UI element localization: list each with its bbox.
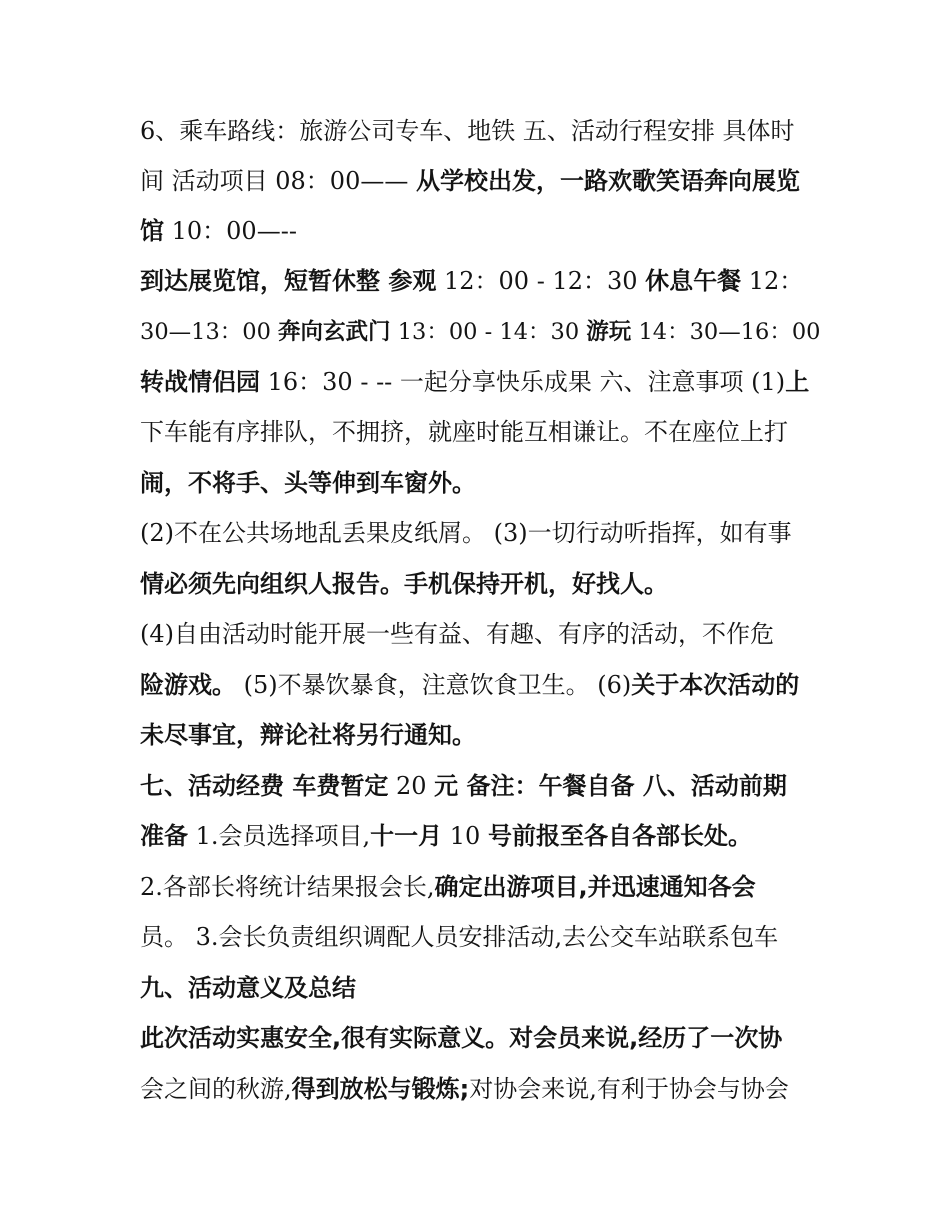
text-run: 14：30—16：00: [631, 319, 821, 345]
text-run-bold: 休息午餐: [645, 267, 742, 295]
text-line: [140, 366, 830, 398]
text-run: 10: [442, 822, 488, 850]
text-run: 12：: [741, 267, 804, 295]
text-run: 30—13：00: [140, 319, 279, 345]
text-line: [140, 1073, 830, 1105]
text-line: [140, 215, 830, 247]
text-run: 1.会员选择项目,: [188, 822, 371, 850]
text-run-bold: 情必须先向组织人报告。手机保持开机，好找人。: [140, 570, 668, 598]
text-run-bold: 险游戏。: [140, 671, 236, 699]
text-run: 会之间的秋游,: [140, 1075, 292, 1103]
text-run-bold: 游玩: [586, 319, 632, 345]
text-run-bold: 馆: [140, 217, 164, 245]
text-run-bold: 从学校出发，一路欢歌笑语奔向展览: [415, 167, 800, 195]
text-run-bold: 此次活动实惠安全,很有实际意义。对会员来说,经历了一次协: [140, 1024, 783, 1052]
text-run-bold: 得到放松与锻炼;: [291, 1075, 470, 1103]
text-run-bold: 转战情侣园: [140, 368, 260, 396]
text-run-bold: 九、活动意义及总结: [140, 974, 356, 1002]
text-run: (5)不暴饮暴食，注意饮食卫生。 (6): [236, 671, 632, 699]
text-run: 下车能有序排队，不拥挤，就座时能互相谦让。不在座位上打: [140, 418, 788, 446]
text-line: [140, 467, 830, 499]
text-run-bold: 确定出游项目,并迅速通知各会: [434, 873, 756, 901]
text-run-bold: 元 备注：午餐自备 八、活动前期: [434, 772, 787, 800]
text-run: 间 活动项目 08：00——: [140, 167, 416, 195]
text-run: 2.各部长将统计结果报会长,: [140, 873, 435, 901]
text-line: [140, 618, 830, 650]
text-run: 对协会来说,有利于协会与协会: [469, 1075, 789, 1103]
text-run: 10：00—--: [164, 217, 297, 245]
text-run-bold: 到达展览馆，短暂休整 参观: [140, 267, 437, 295]
text-run-bold: 奔向玄武门: [278, 319, 391, 345]
text-run-bold: 未尽事宜，辩论社将另行通知。: [140, 721, 476, 749]
text-run: 员。 3.会长负责组织调配人员安排活动,去公交车站联系包车: [140, 923, 779, 951]
text-line: [140, 770, 830, 802]
text-run-bold: 七、活动经费 车费暂定: [140, 772, 389, 800]
text-line: [140, 820, 830, 852]
text-run-bold: 号前报至各自各部长处。: [487, 822, 752, 850]
text-run: 16：30 - -- 一起分享快乐成果 六、注意事项 (1): [260, 368, 786, 396]
section-heading: [140, 972, 830, 1004]
text-run-bold: 关于本次活动的: [631, 671, 800, 699]
text-run: 20: [388, 772, 435, 800]
text-line: [140, 1022, 830, 1054]
text-line: [140, 115, 830, 147]
text-line: [140, 416, 830, 448]
text-line: [140, 568, 830, 600]
text-run: 12：00 - 12：30: [436, 267, 646, 295]
text-run-bold: 准备: [140, 822, 188, 850]
text-run: 6、乘车路线：旅游公司专车、地铁 五、活动行程安排 具体时: [140, 117, 795, 145]
text-run: (2)不在公共场地乱丢果皮纸屑。 (3)一切行动听指挥，如有事: [140, 519, 792, 547]
text-line: [140, 921, 830, 953]
text-run-bold: 闹，不将手、头等伸到车窗外。: [140, 469, 476, 497]
text-line: [140, 517, 830, 549]
text-line: [140, 871, 830, 903]
text-line: [140, 719, 830, 751]
text-line: [140, 265, 830, 297]
text-line: [140, 165, 830, 197]
text-run-bold: 上: [785, 368, 810, 396]
text-run: 13：00 - 14：30: [390, 319, 587, 345]
text-run: (4)自由活动时能开展一些有益、有趣、有序的活动，不作危: [140, 620, 774, 648]
text-line: [140, 316, 830, 348]
text-line: [140, 669, 830, 701]
text-run-bold: 十一月: [370, 822, 443, 850]
